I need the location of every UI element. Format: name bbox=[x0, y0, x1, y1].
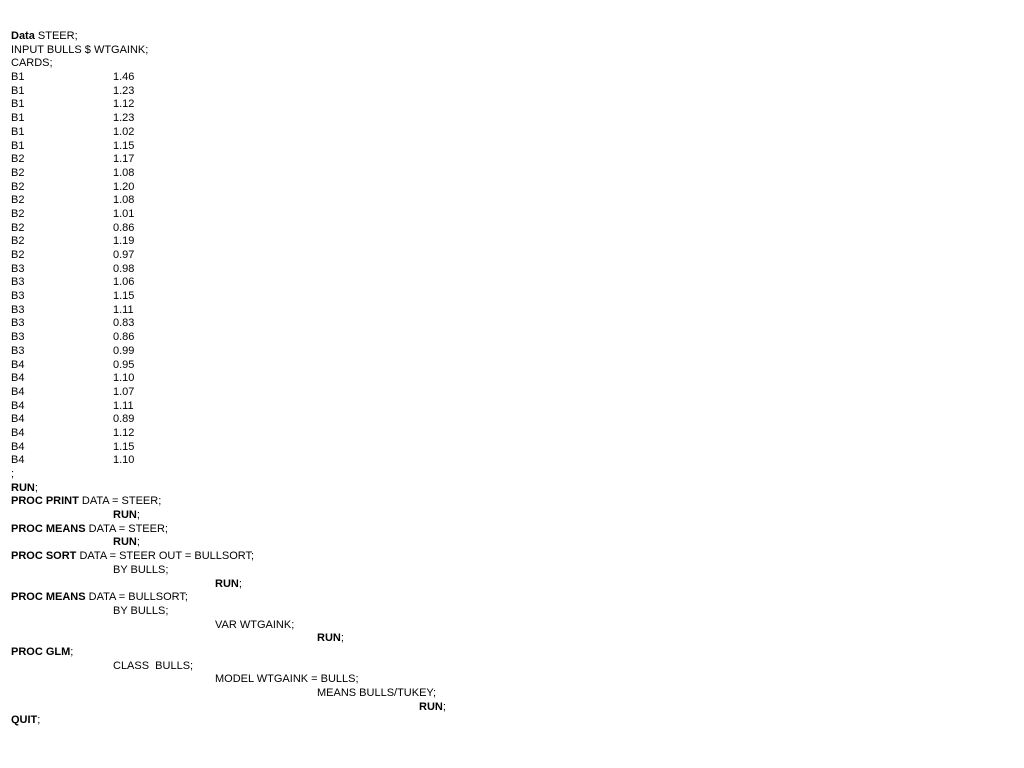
procedure-statements bbox=[11, 468, 1011, 728]
code-text: ; bbox=[11, 468, 15, 480]
code-text: BY BULLS; bbox=[113, 604, 169, 617]
bull-id: B3 bbox=[11, 303, 25, 316]
code-line bbox=[11, 482, 1011, 496]
bull-id: B2 bbox=[11, 249, 25, 261]
weight-gain-value: 1.10 bbox=[113, 454, 135, 467]
code-text: BY BULLS; bbox=[113, 563, 169, 576]
keyword: RUN bbox=[419, 700, 443, 713]
weight-gain-value: 0.86 bbox=[113, 221, 135, 234]
weight-gain-value: 1.01 bbox=[113, 207, 135, 220]
weight-gain-value: 1.15 bbox=[113, 440, 135, 453]
code-line bbox=[11, 523, 1011, 537]
weight-gain-value: 1.19 bbox=[113, 235, 135, 248]
weight-gain-value: 1.23 bbox=[113, 112, 135, 125]
sas-program-document bbox=[11, 30, 1011, 728]
code-line bbox=[11, 619, 1011, 633]
data-rows bbox=[11, 71, 1011, 468]
bull-id: B2 bbox=[11, 153, 25, 166]
data-row bbox=[11, 126, 1011, 140]
bull-id: B1 bbox=[11, 125, 25, 138]
code-line bbox=[11, 714, 1011, 728]
data-row bbox=[11, 140, 1011, 154]
data-row bbox=[11, 290, 1011, 304]
code-text: ; bbox=[136, 536, 140, 549]
weight-gain-value: 1.08 bbox=[113, 194, 135, 207]
bull-id: B4 bbox=[11, 413, 25, 426]
keyword: RUN bbox=[317, 632, 341, 645]
bull-id: B4 bbox=[11, 399, 25, 412]
data-row bbox=[11, 98, 1011, 112]
bull-id: B3 bbox=[11, 317, 25, 330]
data-row bbox=[11, 208, 1011, 222]
bull-id: B1 bbox=[11, 84, 25, 97]
keyword: RUN bbox=[11, 481, 35, 494]
weight-gain-value: 0.83 bbox=[113, 317, 135, 330]
code-line: INPUT BULLS $ WTGAINK; bbox=[11, 43, 149, 56]
code-line bbox=[11, 660, 1011, 674]
code-text: MEANS BULLS/TUKEY; bbox=[317, 687, 437, 699]
data-row bbox=[11, 304, 1011, 318]
keyword: PROC SORT bbox=[11, 550, 77, 563]
bull-id: B3 bbox=[11, 276, 25, 289]
data-row bbox=[11, 194, 1011, 208]
data-row bbox=[11, 413, 1011, 427]
code-text: ; bbox=[238, 577, 242, 590]
data-row bbox=[11, 181, 1011, 195]
data-row bbox=[11, 454, 1011, 468]
code-line bbox=[11, 536, 1011, 550]
code-line: CARDS; bbox=[11, 57, 53, 70]
data-row bbox=[11, 222, 1011, 236]
data-row bbox=[11, 235, 1011, 249]
data-row bbox=[11, 441, 1011, 455]
weight-gain-value: 1.08 bbox=[113, 166, 135, 179]
data-row bbox=[11, 386, 1011, 400]
weight-gain-value: 1.02 bbox=[113, 125, 135, 138]
bull-id: B2 bbox=[11, 207, 25, 220]
code-text: ; bbox=[442, 700, 446, 713]
weight-gain-value: 0.98 bbox=[113, 262, 135, 275]
code-text: ; bbox=[70, 645, 74, 658]
weight-gain-value: 1.23 bbox=[113, 84, 135, 97]
code-text: DATA = BULLSORT; bbox=[85, 591, 188, 604]
code-text: VAR WTGAINK; bbox=[215, 618, 295, 631]
code-line bbox=[11, 564, 1011, 578]
weight-gain-value: 1.07 bbox=[113, 385, 135, 398]
bull-id: B2 bbox=[11, 221, 25, 234]
data-row bbox=[11, 112, 1011, 126]
code-line bbox=[11, 468, 1011, 482]
weight-gain-value: 1.12 bbox=[113, 426, 135, 439]
code-text: ; bbox=[37, 714, 41, 727]
bull-id: B3 bbox=[11, 344, 25, 357]
weight-gain-value: 1.06 bbox=[113, 276, 135, 289]
weight-gain-value: 0.97 bbox=[113, 249, 135, 261]
data-row bbox=[11, 249, 1011, 263]
code-text: CLASS BULLS; bbox=[113, 659, 194, 672]
bull-id: B1 bbox=[11, 71, 25, 84]
code-line bbox=[11, 509, 1011, 523]
weight-gain-value: 1.17 bbox=[113, 153, 135, 166]
bull-id: B1 bbox=[11, 139, 25, 152]
code-line bbox=[11, 605, 1011, 619]
data-row bbox=[11, 427, 1011, 441]
code-line bbox=[11, 701, 1011, 715]
bull-id: B4 bbox=[11, 426, 25, 439]
code-line bbox=[11, 673, 1011, 687]
weight-gain-value: 1.11 bbox=[113, 399, 134, 412]
bull-id: B2 bbox=[11, 180, 25, 193]
data-row bbox=[11, 85, 1011, 99]
bull-id: B4 bbox=[11, 358, 25, 371]
keyword: PROC MEANS bbox=[11, 522, 86, 535]
keyword: Data bbox=[11, 30, 35, 42]
bull-id: B1 bbox=[11, 98, 25, 111]
bull-id: B1 bbox=[11, 112, 25, 125]
code-text: ; bbox=[340, 632, 344, 645]
code-line bbox=[11, 30, 1011, 44]
data-row bbox=[11, 317, 1011, 331]
code-text: STEER; bbox=[34, 30, 78, 42]
data-row bbox=[11, 372, 1011, 386]
weight-gain-value: 1.12 bbox=[113, 98, 135, 111]
bull-id: B4 bbox=[11, 440, 25, 453]
data-row bbox=[11, 345, 1011, 359]
weight-gain-value: 1.15 bbox=[113, 139, 135, 152]
code-text: ; bbox=[34, 481, 38, 494]
weight-gain-value: 1.10 bbox=[113, 372, 135, 385]
bull-id: B4 bbox=[11, 372, 25, 385]
code-line bbox=[11, 646, 1011, 660]
keyword: RUN bbox=[113, 509, 137, 522]
data-row bbox=[11, 153, 1011, 167]
code-text: ; bbox=[136, 509, 140, 522]
weight-gain-value: 0.89 bbox=[113, 413, 135, 426]
code-line bbox=[11, 687, 1011, 701]
code-line bbox=[11, 578, 1011, 592]
bull-id: B2 bbox=[11, 194, 25, 207]
weight-gain-value: 1.46 bbox=[113, 71, 135, 84]
weight-gain-value: 0.95 bbox=[113, 358, 135, 371]
keyword: PROC GLM bbox=[11, 645, 71, 658]
data-row bbox=[11, 71, 1011, 85]
code-text: DATA = STEER; bbox=[85, 522, 168, 535]
code-text: DATA = STEER OUT = BULLSORT; bbox=[76, 550, 255, 563]
weight-gain-value: 1.11 bbox=[113, 303, 134, 316]
bull-id: B2 bbox=[11, 166, 25, 179]
bull-id: B4 bbox=[11, 454, 25, 467]
code-line bbox=[11, 495, 1011, 509]
code-line bbox=[11, 632, 1011, 646]
data-row bbox=[11, 331, 1011, 345]
bull-id: B3 bbox=[11, 331, 25, 344]
data-row bbox=[11, 263, 1011, 277]
code-line bbox=[11, 550, 1011, 564]
code-text: DATA = STEER; bbox=[78, 495, 162, 508]
keyword: PROC MEANS bbox=[11, 591, 86, 604]
data-row bbox=[11, 167, 1011, 181]
bull-id: B2 bbox=[11, 235, 25, 248]
weight-gain-value: 1.20 bbox=[113, 180, 135, 193]
weight-gain-value: 1.15 bbox=[113, 290, 135, 303]
keyword: RUN bbox=[113, 536, 137, 549]
data-row bbox=[11, 359, 1011, 373]
data-row bbox=[11, 276, 1011, 290]
bull-id: B4 bbox=[11, 385, 25, 398]
code-text: MODEL WTGAINK = BULLS; bbox=[215, 673, 359, 686]
keyword: QUIT bbox=[11, 714, 38, 727]
code-line bbox=[11, 591, 1011, 605]
weight-gain-value: 0.99 bbox=[113, 344, 135, 357]
keyword: PROC PRINT bbox=[11, 495, 79, 508]
keyword: RUN bbox=[215, 577, 239, 590]
bull-id: B3 bbox=[11, 262, 25, 275]
weight-gain-value: 0.86 bbox=[113, 331, 135, 344]
data-row bbox=[11, 400, 1011, 414]
bull-id: B3 bbox=[11, 290, 25, 303]
